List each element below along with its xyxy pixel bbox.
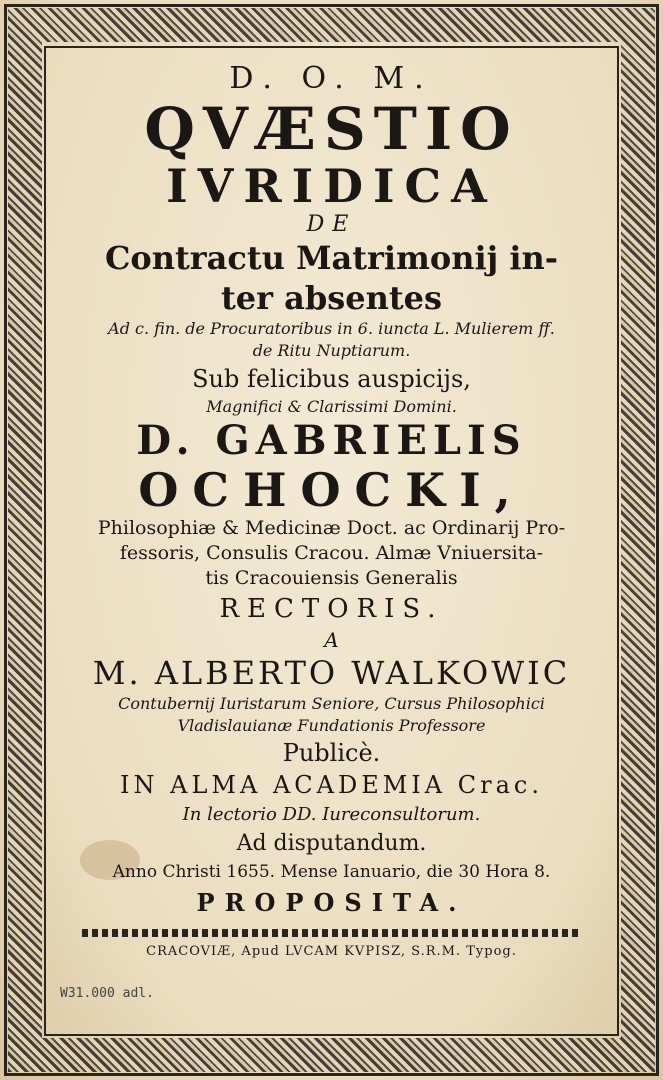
ornamental-rule (82, 929, 582, 937)
gabrielis-line: D. GABRIELIS (136, 417, 527, 464)
absentes-line: ter absentes (220, 279, 443, 317)
dom-heading: D. O. M. (229, 61, 434, 96)
imprint-line: CRACOVIÆ, Apud LVCAM KVPISZ, S.R.M. Typog. (146, 944, 517, 959)
ochocki-line: OCHOCKI, (138, 463, 525, 517)
reference-line-2: de Ritu Nuptiarum. (252, 341, 411, 360)
de-word: DE (306, 212, 357, 237)
quaestio-heading: QVÆSTIO (144, 95, 519, 163)
lectorio-line: In lectorio DD. Iureconsultorum. (182, 804, 481, 825)
walkowic-line: M. ALBERTO WALKOWIC (92, 654, 571, 692)
proposita-line: PROPOSITA. (196, 888, 467, 917)
anno-line: Anno Christi 1655. Mense Ianuario, die 30 Hora 8. (112, 862, 551, 882)
contubernij-line-1: Contubernij Iuristarum Seniore, Cursus Philosophici (118, 694, 545, 713)
auspicijs-line: Sub felicibus auspicijs, (192, 365, 471, 393)
philosophiae-line-1: Philosophiæ & Medicinæ Doct. ac Ordinarij Pro- (97, 517, 566, 539)
reference-line-1: Ad c. fin. de Procuratoribus in 6. iuncta L. Mulierem ff. (108, 319, 555, 338)
magnifici-line: Magnifici & Clarissimi Domini. (206, 397, 457, 416)
publice-line: Publicè. (282, 739, 381, 767)
a-line: A (324, 628, 339, 652)
philosophiae-line-3: tis Cracouiensis Generalis (205, 567, 458, 589)
rectoris-line: RECTORIS. (219, 594, 444, 624)
contractu-line: Contractu Matrimonij in- (104, 239, 559, 277)
handwritten-shelfmark: W31.000 adl. (60, 986, 154, 1001)
philosophiae-line-2: fessoris, Consulis Cracou. Almæ Vniuersita- (119, 542, 544, 564)
contubernij-line-2: Vladislauianæ Fundationis Professore (177, 716, 486, 735)
title-block (56, 60, 607, 1020)
disputandum-line: Ad disputandum. (236, 831, 427, 856)
academia-line: IN ALMA ACADEMIA Crac. (120, 771, 543, 799)
iuridica-heading: IVRIDICA (166, 159, 497, 213)
